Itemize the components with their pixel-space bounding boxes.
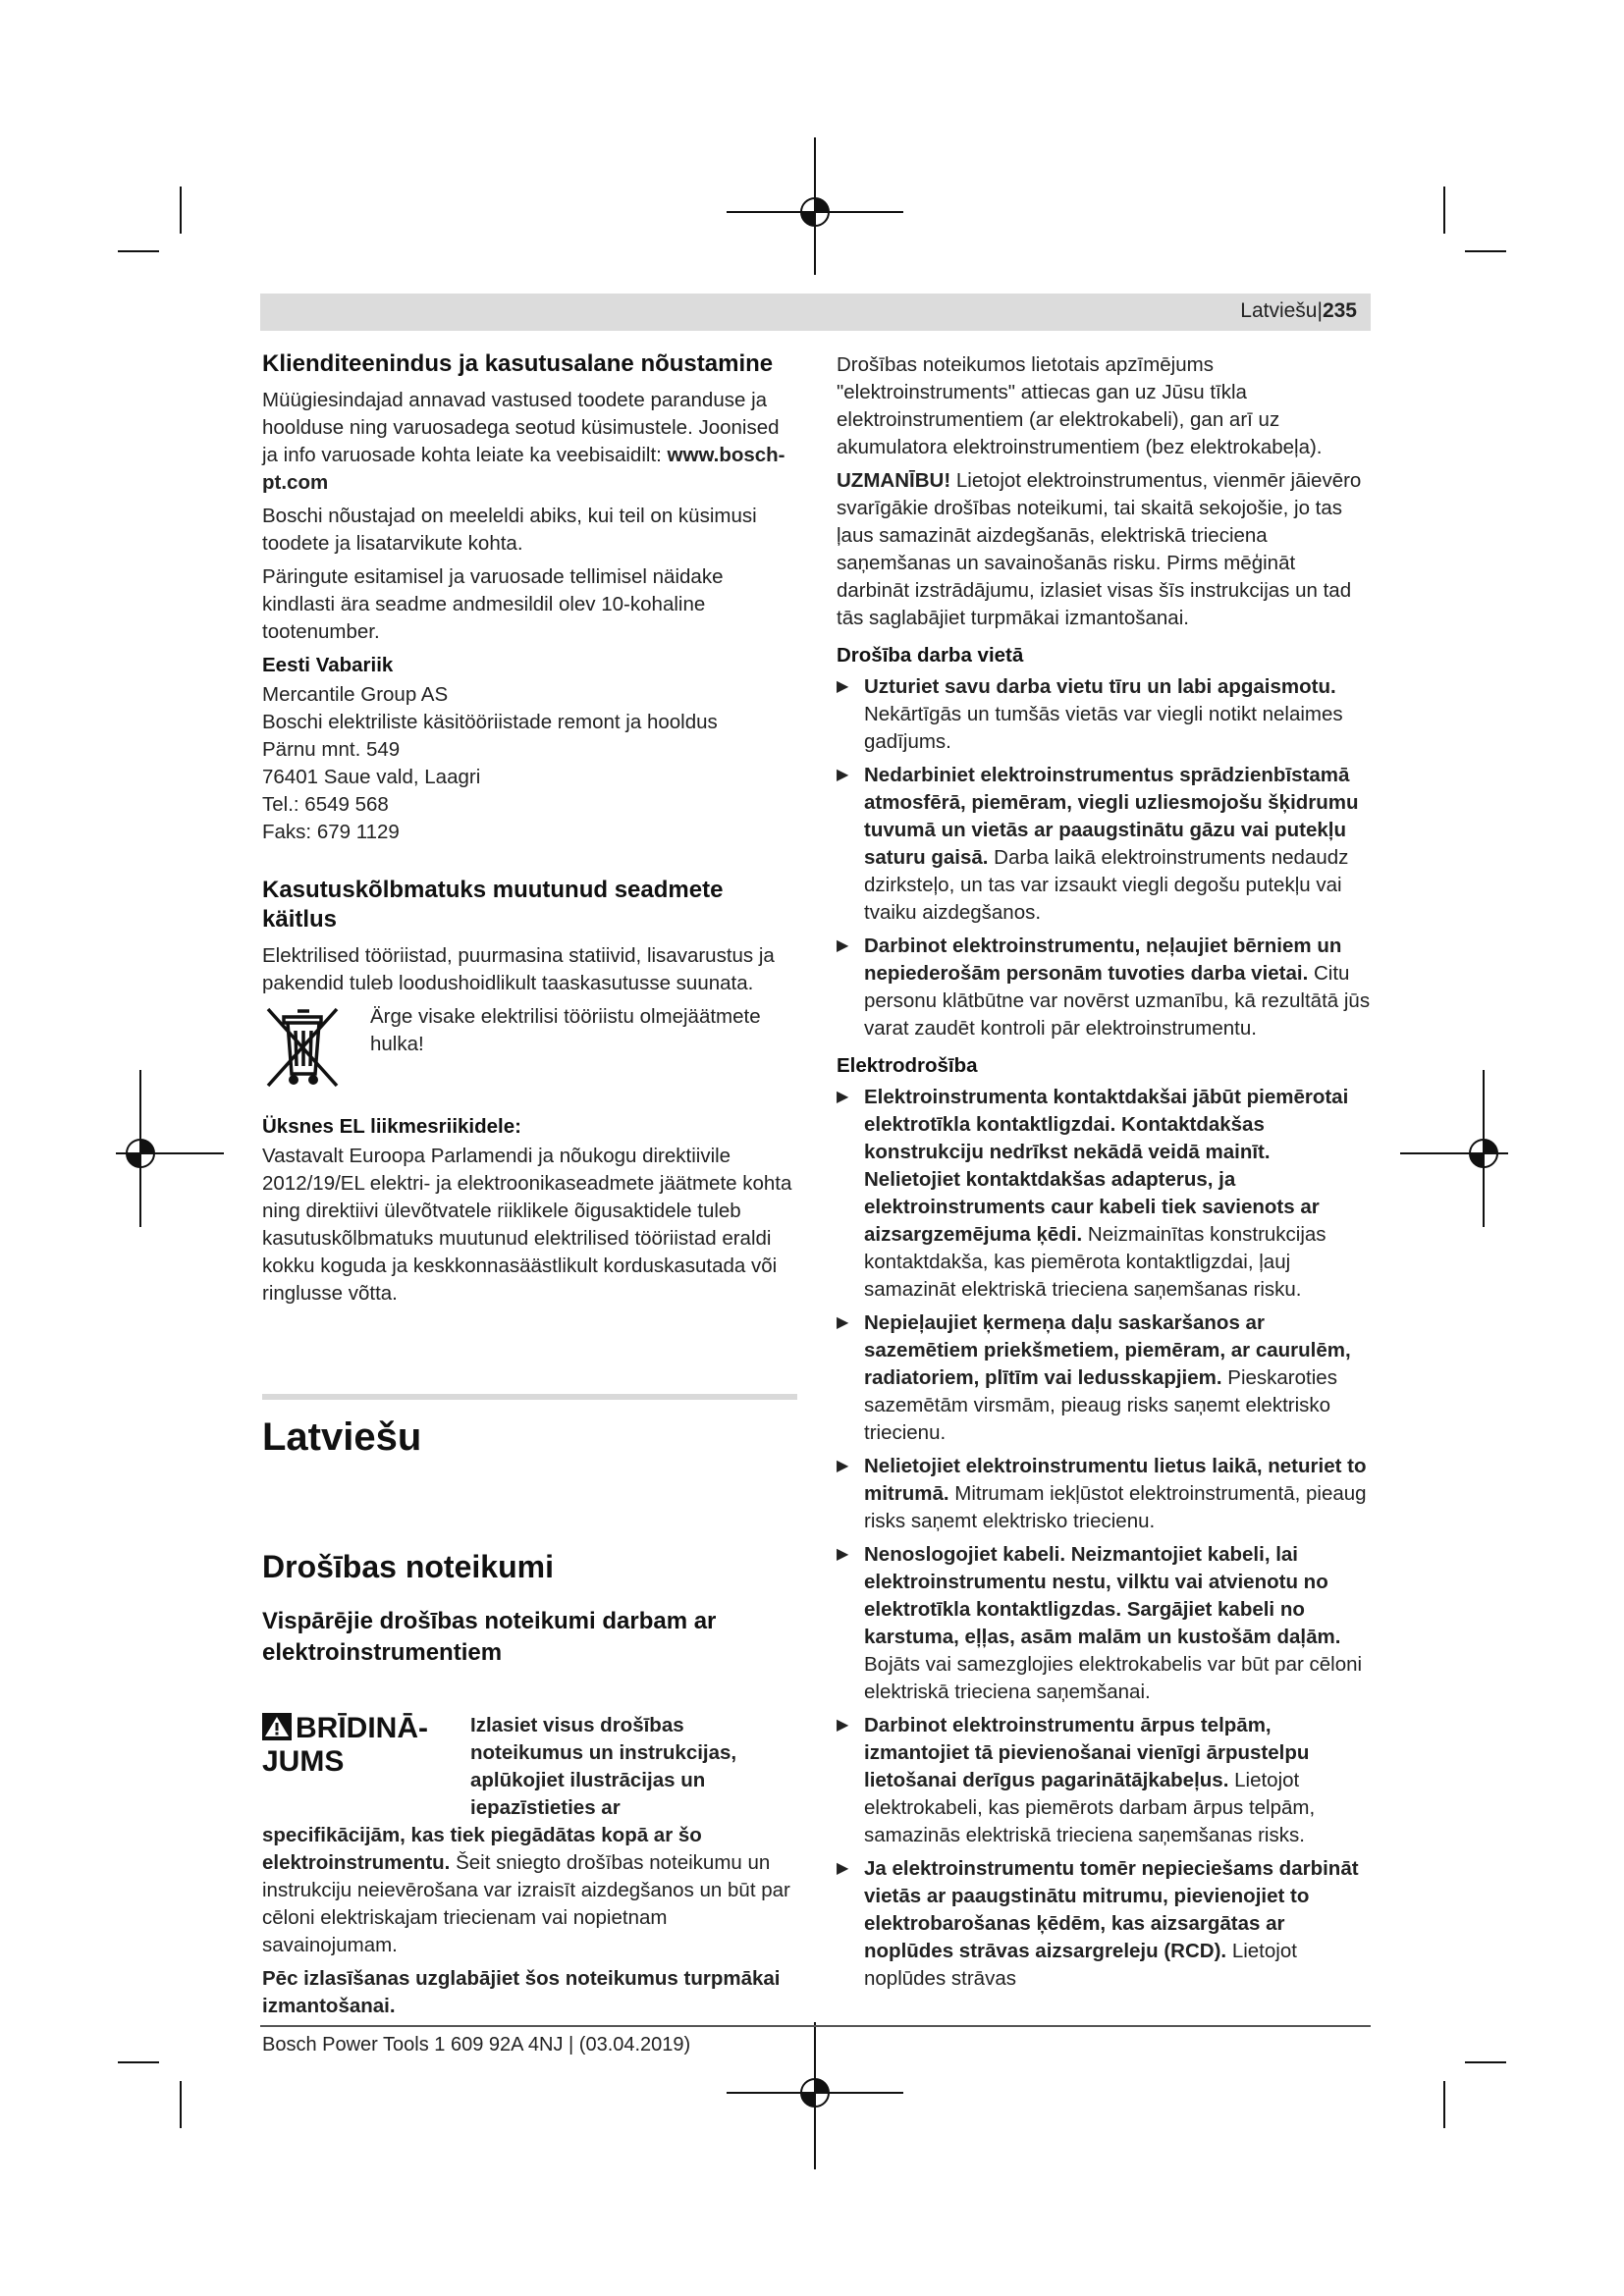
registration-mark-right bbox=[1400, 1070, 1508, 1227]
crop-mark bbox=[180, 2081, 182, 2128]
attention-label: UZMANĪBU! bbox=[837, 469, 951, 492]
weee-notice bbox=[262, 1003, 797, 1092]
crossed-bin-icon bbox=[262, 1003, 343, 1092]
bullet-arrow-icon: ▶ bbox=[837, 1089, 849, 1105]
safety-title: Drošības noteikumi bbox=[262, 1549, 554, 1584]
warning-block bbox=[262, 1712, 797, 2020]
warning-lead-cont: specifikācijām, kas tiek piegādātas kopā ar šo elektroinstrumentu. bbox=[262, 1824, 702, 1874]
item-text: Lietojot elektrokabeli, kas piemērots darbam ārpus telpām, samazinās elektriskā trieciena saņemšanas risks. bbox=[864, 1769, 1316, 1846]
item-text: Pieskaroties sazemētām virsmām, pieaug risks saņemt elektrisko triecienu. bbox=[864, 1366, 1337, 1444]
crop-mark bbox=[180, 187, 182, 234]
address-line: 76401 Saue vald, Laagri bbox=[262, 766, 481, 788]
list-item bbox=[837, 1309, 1372, 1447]
item-bold: Uzturiet savu darba vietu tīru un labi apgaismotu. bbox=[864, 675, 1336, 698]
website-link[interactable]: www.bosch-pt.com bbox=[262, 444, 785, 494]
customer-service-text: Müügiesindajad annavad vastused toodete paranduse ja hoolduse ning varuosadega seotud küsimustele. Joonised ja info varuosade kohta leiate ka veebisaidilt: bbox=[262, 389, 780, 466]
section-heading: Elektrodrošība bbox=[837, 1054, 978, 1077]
safety-subtitle: Vispārējie drošības noteikumi darbam ar elektroinstrumentiem bbox=[262, 1608, 717, 1666]
address-line: Boschi elektriliste käsitööriistade remont ja hooldus bbox=[262, 711, 718, 733]
disposal-title: Kasutuskõlbmatuks muutunud seadmete käitlus bbox=[262, 877, 724, 933]
address-line: Faks: 679 1129 bbox=[262, 821, 400, 843]
list-item bbox=[837, 762, 1372, 927]
item-text: Neizmainītas konstrukcijas kontaktdakša, kas piemērota kontaktligzdai, ļauj samazināt elektriskā trieciena saņemšanas risku. bbox=[864, 1223, 1326, 1301]
crop-mark bbox=[118, 2061, 159, 2063]
language-divider bbox=[262, 1394, 797, 1400]
warning-lead: Izlasiet visus drošības noteikumus un instrukcijas, aplūkojiet ilustrācijas un iepazīstieties ar bbox=[470, 1714, 737, 1819]
customer-service-paragraph-3: Päringute esitamisel ja varuosade tellimisel näidake kindlasti ära seadme andmesildil olev 10-kohaline tootenumber. bbox=[262, 565, 724, 643]
attention-text: Lietojot elektroinstrumentus, vienmēr jāievēro svarīgākie drošības noteikumi, tai skaitā sekojošie, jo tas ļaus samazināt aizdegšanās, elektriskā trieciena saņemšanas un savainošanās risku. Pirms mēģināt darbināt izstrādājumu, izlasiet visas šīs instrukcijas un tad tās saglabājiet turpmākai izmantošanai. bbox=[837, 469, 1362, 629]
item-text: Darba laikā elektroinstruments nedaudz dzirksteļo, un tas var izsaukt viegli degošu putekļu vai tvaiku aizdegšanos. bbox=[864, 846, 1349, 924]
crop-mark bbox=[1443, 2081, 1445, 2128]
bullet-arrow-icon: ▶ bbox=[837, 678, 849, 695]
customer-service-title: Klienditeenindus ja kasutusalane nõustamine bbox=[262, 350, 774, 377]
item-text: Mitrumam iekļūstot elektroinstrumentā, pieaug risks saņemt elektrisko triecienu. bbox=[864, 1482, 1367, 1532]
item-bold: Nedarbiniet elektroinstrumentus sprādzienbīstamā atmosfērā, piemēram, viegli uzliesmojošu šķidrumu tuvumā un vietās ar paaugstinātu gāzu vai putekļu saturu gaisā. bbox=[864, 764, 1359, 869]
list-item bbox=[837, 1855, 1372, 1993]
item-bold: Nepieļaujiet ķermeņa daļu saskaršanos ar sazemētiem priekšmetiem, piemēram, ar caurulēm, radiatoriem, plītīm vai ledusskapjiem. bbox=[864, 1311, 1351, 1389]
disposal-paragraph: Elektrilised tööriistad, puurmasina statiivid, lisavarustus ja pakendid tuleb loodushoidlikult taaskasutusse suunata. bbox=[262, 944, 775, 994]
list-item bbox=[837, 1712, 1372, 1849]
bullet-arrow-icon: ▶ bbox=[837, 1458, 849, 1474]
item-bold: Nelietojiet elektroinstrumentu lietus laikā, neturiet to mitrumā. bbox=[864, 1455, 1367, 1505]
warning-triangle-icon bbox=[262, 1713, 292, 1740]
section-heading: Drošība darba vietā bbox=[837, 644, 1024, 667]
service-address bbox=[262, 681, 797, 846]
eu-directive-text: Vastavalt Euroopa Parlamendi ja nõukogu direktiivile 2012/19/EL elektri- ja elektroonikaseadmete jäätmete kohta ning direktiivi ülevõtvatele riiklikele õigusaktidele tuleb kasutuskõlbmatuks muutunud elektrilised tööriistad eraldi kokku koguda ja keskkonnasäästlikult korduskasutada või ringlusse võtta. bbox=[262, 1145, 792, 1305]
registration-mark-top bbox=[727, 137, 903, 275]
address-line: Mercantile Group AS bbox=[262, 683, 449, 706]
left-column bbox=[262, 349, 797, 2026]
item-text: Bojāts vai samezglojies elektrokabelis var būt par cēloni elektriskā trieciena saņemšanai. bbox=[864, 1653, 1363, 1703]
header-separator: | bbox=[1317, 299, 1323, 322]
bullet-arrow-icon: ▶ bbox=[837, 1546, 849, 1563]
list-item bbox=[837, 1541, 1372, 1706]
list-item bbox=[837, 1084, 1372, 1304]
list-item bbox=[837, 933, 1372, 1042]
bullet-arrow-icon: ▶ bbox=[837, 1860, 849, 1877]
item-text: Citu personu klātbūtne var novērst uzmanību, kā rezultātā jūs varat zaudēt kontroli pār elektroinstrumentu. bbox=[864, 962, 1371, 1040]
item-bold: Ja elektroinstrumentu tomēr nepieciešams darbināt vietās ar paaugstinātu mitrumu, pievienojiet to elektrobarošanas ķēdēm, kas aizsargātas ar noplūdes strāvas aizsargreleju (RCD). bbox=[864, 1857, 1359, 1962]
bullet-arrow-icon: ▶ bbox=[837, 1314, 849, 1331]
page-number: 235 bbox=[1322, 299, 1357, 322]
crop-mark bbox=[1465, 2061, 1506, 2063]
address-line: Pärnu mnt. 549 bbox=[262, 738, 401, 761]
attention-paragraph bbox=[837, 467, 1372, 632]
language-title: Latviešu bbox=[262, 1415, 422, 1459]
warning-rest: Šeit sniegto drošības noteikumu un instrukciju neievērošana var izraisīt aizdegšanos un būt par cēloni elektriskajam triecienam vai nopietnam savainojumam. bbox=[262, 1851, 790, 1956]
bullet-arrow-icon: ▶ bbox=[837, 1717, 849, 1734]
header-text bbox=[1240, 299, 1357, 323]
footer-divider bbox=[260, 2025, 1371, 2027]
keep-instructions: Pēc izlasīšanas uzglabājiet šos noteikumus turpmākai izmantošanai. bbox=[262, 1967, 781, 2017]
weee-text: Ärge visake elektrilisi tööriistu olmejäätmete hulka! bbox=[370, 1005, 761, 1055]
customer-service-paragraph-2: Boschi nõustajad on meeleldi abiks, kui teil on küsimusi toodete ja lisatarvikute kohta. bbox=[262, 505, 757, 555]
intro-paragraph: Drošības noteikumos lietotais apzīmējums "elektroinstruments" attiecas gan uz Jūsu tīkla elektroinstrumentiem (ar elektrokabeli), gan arī uz akumulatora elektroinstrumentiem (bez elektrokabeļa). bbox=[837, 353, 1323, 458]
footer-text: Bosch Power Tools 1 609 92A 4NJ | (03.04.2019) bbox=[262, 2034, 691, 2056]
right-column bbox=[837, 349, 1372, 1999]
item-text: Nekārtīgās un tumšās vietās var viegli notikt nelaimes gadījums. bbox=[864, 703, 1343, 753]
eu-heading: Üksnes EL liikmesriikidele: bbox=[262, 1115, 521, 1138]
bullet-arrow-icon: ▶ bbox=[837, 767, 849, 783]
page-header bbox=[260, 294, 1371, 331]
item-bold: Nenoslogojiet kabeli. Neizmantojiet kabeli, lai elektroinstrumentu nestu, vilktu vai atvienotu no elektrotīkla kontaktligzdas. Sargājiet kabeli no karstuma, eļļas, asām malām un kustošām daļām. bbox=[864, 1543, 1341, 1648]
bullet-arrow-icon: ▶ bbox=[837, 937, 849, 954]
warning-paragraph bbox=[262, 1822, 797, 1959]
country-heading: Eesti Vabariik bbox=[262, 654, 394, 676]
registration-mark-left bbox=[116, 1070, 224, 1227]
list-item bbox=[837, 1453, 1372, 1535]
warning-label-text: BRĪDINĀ-JUMS bbox=[262, 1712, 428, 1778]
item-text: Lietojot noplūdes strāvas bbox=[864, 1940, 1297, 1990]
crop-mark bbox=[1443, 187, 1445, 234]
item-bold: Darbinot elektroinstrumentu, neļaujiet bērniem un nepiederošām personām tuvoties darba vietai. bbox=[864, 934, 1342, 985]
crop-mark bbox=[118, 250, 159, 252]
header-language: Latviešu bbox=[1240, 299, 1318, 322]
crop-mark bbox=[1465, 250, 1506, 252]
warning-label bbox=[262, 1712, 470, 1822]
item-bold: Elektroinstrumenta kontaktdakšai jābūt piemērotai elektrotīkla kontaktligzdai. Kontaktdakšas konstrukciju nedrīkst nekādā veidā mainīt. Nelietojiet kontaktdakšas adapterus, ja elektroinstruments caur kabeli tiek savienots ar aizsargzemējuma ķēdi. bbox=[864, 1086, 1349, 1246]
customer-service-paragraph bbox=[262, 387, 797, 497]
registration-mark-bottom bbox=[727, 2022, 903, 2169]
list-item bbox=[837, 673, 1372, 756]
item-bold: Darbinot elektroinstrumentu ārpus telpām, izmantojiet tā pievienošanai vienīgi ārpustelpu lietošanai derīgus pagarinātājkabeļus. bbox=[864, 1714, 1310, 1791]
address-line: Tel.: 6549 568 bbox=[262, 793, 389, 816]
